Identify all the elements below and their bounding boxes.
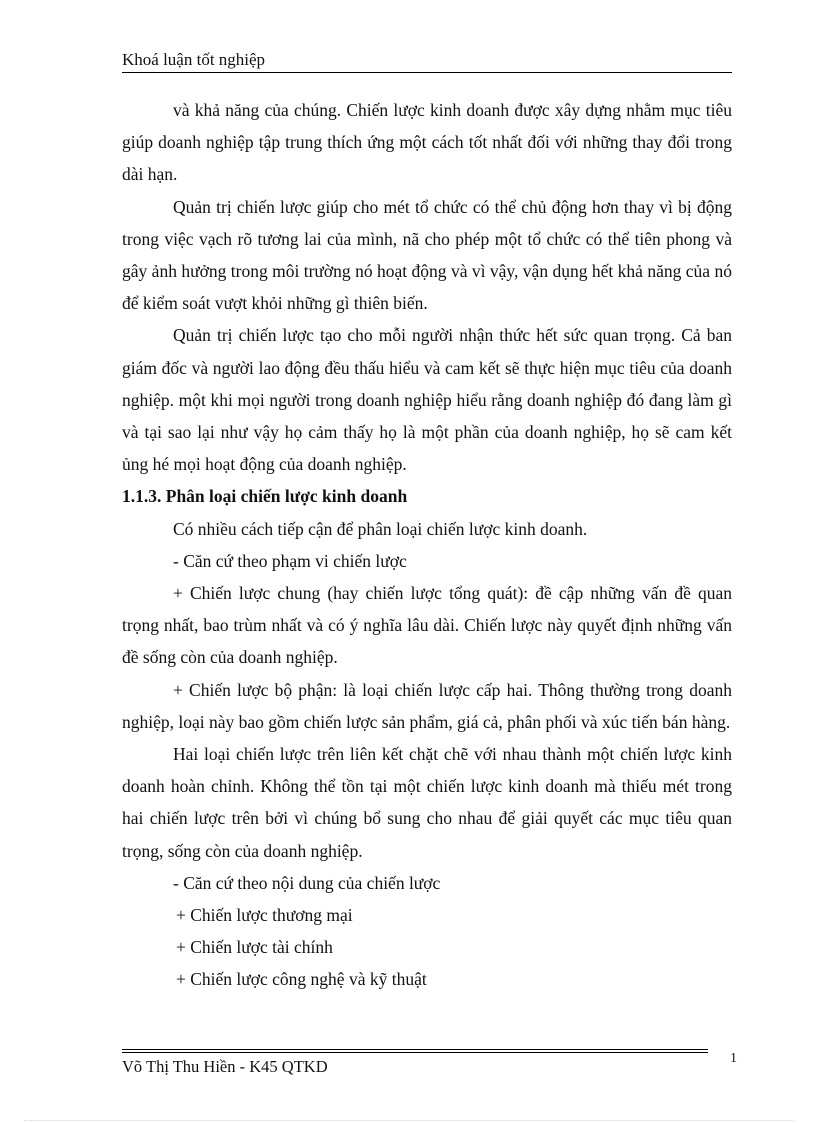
paragraph: Hai loại chiến lược trên liên kết chặt chẽ với nhau thành một chiến lược kinh doanh hoàn chỉnh. Không thể tồn tại một chiến lược kinh doanh mà thiếu mét trong hai chiến lược trên bởi vì chúng bổ sung cho nhau để giải quyết các mục tiêu quan trọng, sống còn của doanh nghiệp. <box>122 744 732 861</box>
paragraph: + Chiến lược bộ phận: là loại chiến lược cấp hai. Thông thường trong doanh nghiệp, loại này bao gồm chiến lược sản phẩm, giá cả, phân phối và xúc tiến bán hàng. <box>122 679 732 732</box>
page-edge <box>24 1120 794 1121</box>
paragraph: Quản trị chiến lược tạo cho mỗi người nhận thức hết sức quan trọng. Cả ban giám đốc và người lao động đều thấu hiểu và cam kết sẽ thực hiện mục tiêu của doanh nghiệp. một khi mọi người trong doanh nghiệp hiểu rằng doanh nghiệp đó đang làm gì và tại sao lại như vậy họ cảm thấy họ là một phần của doanh nghiệp, họ sẽ cam kết ủng hé mọi hoạt động của doanh nghiệp. <box>122 325 732 475</box>
classification-basis: - Căn cứ theo nội dung của chiến lược <box>173 872 441 893</box>
intro-line: Có nhiều cách tiếp cận để phân loại chiến lược kinh doanh. <box>173 518 588 539</box>
list-item: + Chiến lược thương mại <box>176 905 353 926</box>
document-body <box>122 94 732 996</box>
list-item: + Chiến lược công nghệ và kỹ thuật <box>176 969 427 990</box>
paragraph: và khả năng của chúng. Chiến lược kinh doanh được xây dựng nhằm mục tiêu giúp doanh nghiệp tập trung thích ứng một cách tốt nhất đối với những thay đổi trong dài hạn. <box>122 100 732 185</box>
classification-basis: - Căn cứ theo phạm vi chiến lược <box>173 550 407 571</box>
footer-author: Võ Thị Thu Hiền - K45 QTKD <box>122 1057 328 1076</box>
footer-divider <box>122 1049 708 1050</box>
paragraph: + Chiến lược chung (hay chiến lược tổng quát): đề cập những vấn đề quan trọng nhất, bao trùm nhất và có ý nghĩa lâu dài. Chiến lược này quyết định những vấn đề sống còn của doanh nghiệp. <box>122 583 732 668</box>
header-divider <box>122 72 732 73</box>
footer-divider <box>122 1052 708 1053</box>
page-number: 1 <box>730 1051 737 1066</box>
paragraph: Quản trị chiến lược giúp cho mét tổ chức có thể chủ động hơn thay vì bị động trong việc vạch rõ tương lai của mình, nã cho phép một tổ chức có thể tiên phong và gây ảnh hưởng trong môi trường nó hoạt động và vì vậy, vận dụng hết khả năng của nó để kiểm soát vượt khỏi những gì thiên biến. <box>122 196 732 314</box>
list-item: + Chiến lược tài chính <box>176 937 333 958</box>
section-heading: 1.1.3. Phân loại chiến lược kinh doanh <box>122 486 408 507</box>
page-header-title: Khoá luận tốt nghiệp <box>122 50 266 69</box>
